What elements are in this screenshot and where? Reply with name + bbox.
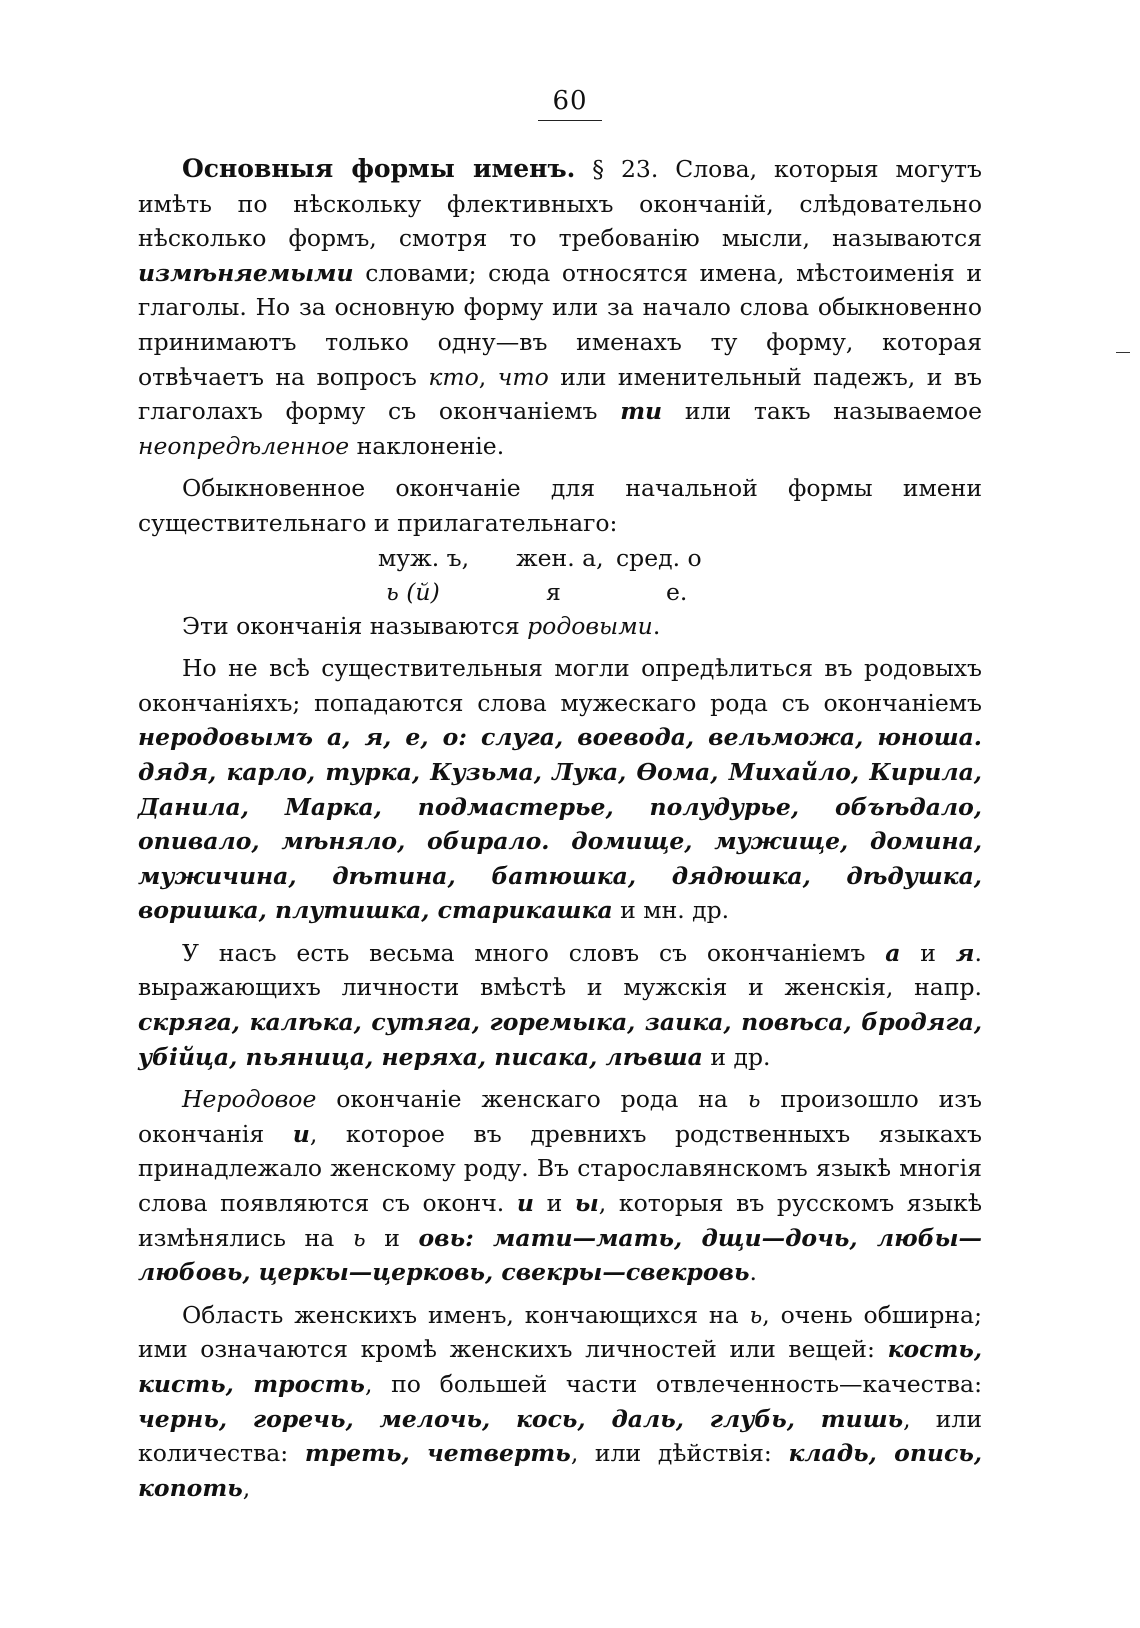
page-number: 60 bbox=[0, 86, 1140, 121]
paragraph-6: Неродовое окончаніе женскаго рода на ь произошло изъ окончанія и, которое въ древнихъ родственныхъ языкахъ принадлежало женскому роду. Въ старославянскомъ языкѣ многія слова появляются съ оконч. и и ы, которыя въ русскомъ языкѣ измѣнялись на ь и овь: мати—мать, дщи—дочь, любы—любовь, церкы—церковь, свекры—свекровь. bbox=[138, 1085, 983, 1287]
page-body bbox=[138, 152, 982, 1505]
paragraph-1: Основныя формы именъ. § 23. Слова, которыя могутъ имѣть по нѣскольку флективныхъ окончаній, слѣдовательно нѣсколько формъ, смотря то требованію мысли, называются измѣняемыми словами; сюда относятся имена, мѣстоименія и глаголы. Но за основную форму или за начало слова обыкновенно принимаютъ только одну—въ именахъ ту форму, которая отвѣчаетъ на вопросъ кто, что или именительный падежъ, и въ глаголахъ форму съ окончаніемъ ти или такъ называемое неопредѣленное наклоненіе. bbox=[138, 154, 982, 460]
endings-row-2: ь (й) я е. bbox=[386, 577, 688, 606]
paragraph-3: Эти окончанія называются родовыми. bbox=[182, 611, 661, 640]
endings-table bbox=[138, 541, 982, 609]
paragraph-7: Область женскихъ именъ, кончающихся на ь, очень обширна; ими означаются кромѣ женскихъ личностей или вещей: кость, кисть, трость, по большей части отвлеченность—качества: чернь, горечь, мелочь, кось, даль, глубь, тишь, или количества: треть, четверть, или дѣйствія: кладь, опись, копоть, bbox=[138, 1300, 983, 1502]
section-heading: Основныя формы именъ. bbox=[182, 154, 576, 183]
paragraph-4: Но не всѣ существительныя могли опредѣлиться въ родовыхъ окончаніяхъ; попадаются слова мужескаго рода съ окончаніемъ неродовымъ а, я, е, о: слуга, воевода, вельможа, юноша. дядя, карло, турка, Кузьма, Лука, Ѳома, Михайло, Кирила, Данила, Марка, подмастерье, полудурье, объѣдало, опивало, мѣняло, обирало. домище, мужище, домина, мужичина, дѣтина, батюшка, дядюшка, дѣдушка, воришка, плутишка, старикашка и мн. др. bbox=[138, 654, 982, 925]
margin-mark bbox=[1116, 352, 1130, 353]
endings-row-1: муж. ъ, жен. а, сред. о bbox=[378, 543, 702, 572]
paragraph-2: Обыкновенное окончаніе для начальной формы имени существительнаго и прилагательнаго: bbox=[138, 474, 982, 537]
paragraph-5: У насъ есть весьма много словъ съ окончаніемъ а и я. выражающихъ личности вмѣстѣ и мужскія и женскія, напр. скряга, калѣка, сутяга, горемыка, заика, повѣса, бродяга, убійца, пьяница, неряха, писака, лѣвша и др. bbox=[138, 938, 982, 1071]
